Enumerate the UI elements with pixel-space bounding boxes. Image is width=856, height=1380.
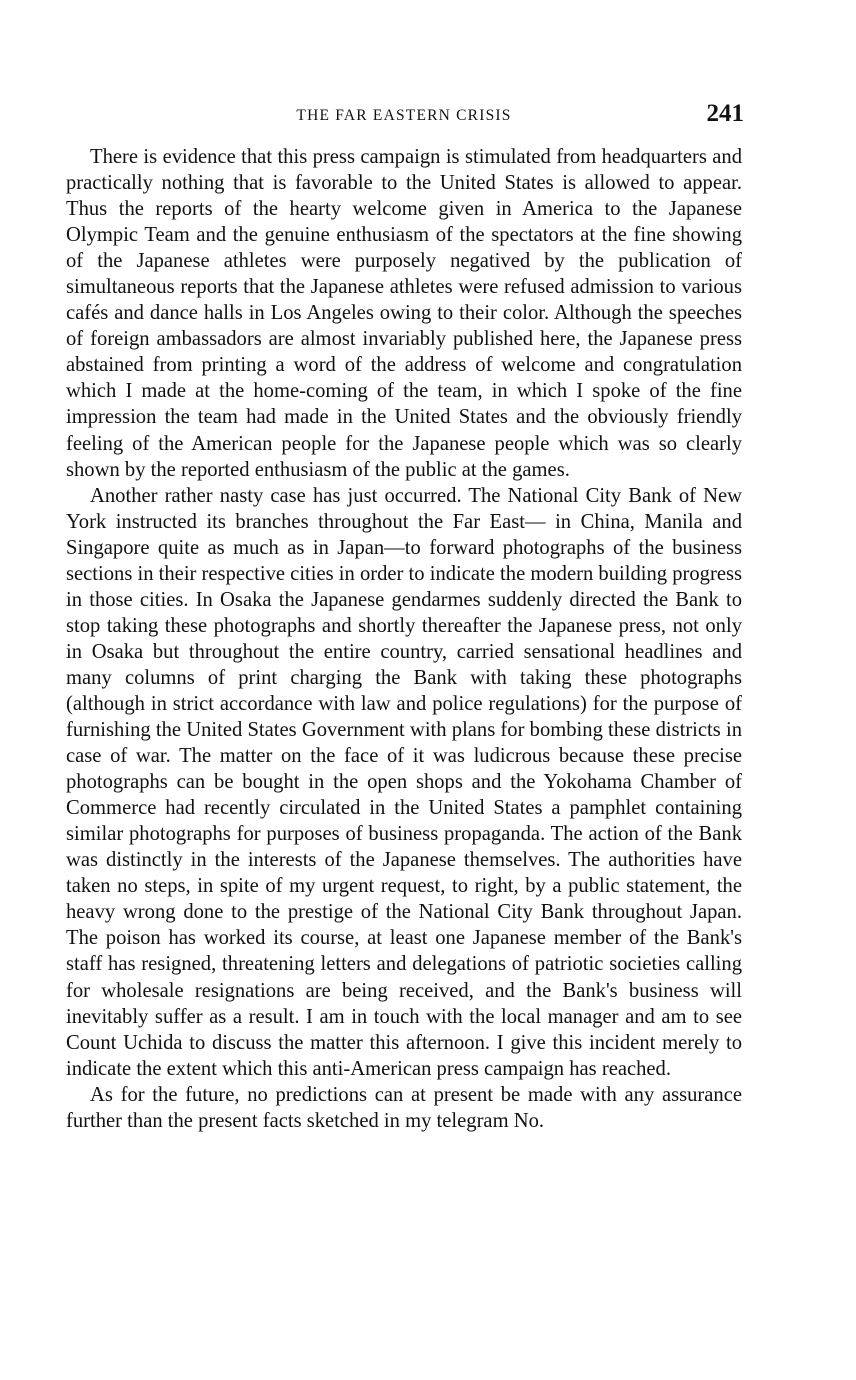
page-header (66, 100, 742, 136)
running-title: THE FAR EASTERN CRISIS (296, 107, 512, 124)
paragraph-national-city-bank: Another rather nasty case has just occurred. The National City Bank of New York instructed its branches throughout the Far East— in China, Manila and Singapore quite as much as in Japan—to forward photographs of the business sections in their respective cities in order to indicate the modern building progress in those cities. In Osaka the Japanese gendarmes suddenly directed the Bank to stop taking these photographs and shortly thereafter the Japanese press, not only in Osaka but throughout the entire country, carried sensational headlines and many columns of print charging the Bank with taking these photographs (although in strict accordance with law and police regulations) for the purpose of furnishing the United States Government with plans for bombing these districts in case of war. The matter on the face of it was ludicrous because these precise photographs can be bought in the open shops and the Yokohama Chamber of Commerce had recently circulated in the United States a pamphlet containing similar photographs for purposes of business propaganda. The action of the Bank was distinctly in the interests of the Japanese themselves. The authorities have taken no steps, in spite of my urgent request, to right, by a public statement, the heavy wrong done to the prestige of the National City Bank throughout Japan. The poison has worked its course, at least one Japanese member of the Bank's staff has resigned, threatening letters and delegations of patriotic societies calling for wholesale resignations are being received, and the Bank's business will inevitably suffer as a result. I am in touch with the local manager and am to see Count Uchida to discuss the matter this afternoon. I give this incident merely to indicate the extent which this anti-American press campaign has reached. (66, 484, 742, 1080)
paragraph-press-campaign: There is evidence that this press campaign is stimulated from headquarters and practically nothing that is favorable to the United States is allowed to appear. Thus the reports of the hearty welcome given in America to the Japanese Olympic Team and the genuine enthusiasm of the spectators at the fine showing of the Japanese athletes were purposely negatived by the publication of simultaneous reports that the Japanese athletes were refused admission to various cafés and dance halls in Los Angeles owing to their color. Although the speeches of foreign ambassadors are almost invariably published here, the Japanese press abstained from printing a word of the address of welcome and congratulation which I made at the home-coming of the team, in which I spoke of the fine impression the team had made in the United States and the obviously friendly feeling of the American people for the Japanese people which was so clearly shown by the reported enthusiasm of the public at the games. (66, 146, 742, 481)
body-text (66, 144, 742, 1134)
book-page (66, 100, 742, 1134)
page-number: 241 (706, 100, 744, 127)
paragraph-future: As for the future, no predictions can at present be made with any assurance further than the present facts sketched in my telegram No. (66, 1083, 742, 1132)
